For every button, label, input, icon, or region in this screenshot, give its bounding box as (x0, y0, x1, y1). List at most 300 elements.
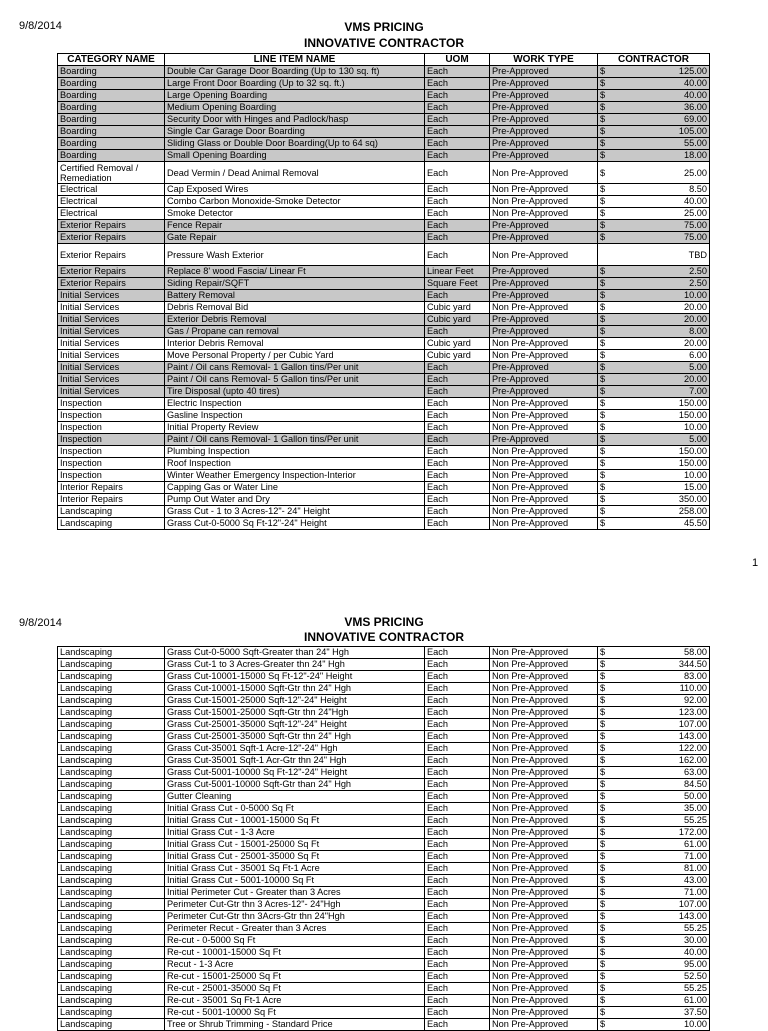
work-type-cell: Non Pre-Approved (490, 767, 598, 779)
amount-cell: 5.00 (620, 362, 710, 374)
col-header-contractor: CONTRACTOR (598, 54, 710, 66)
category-cell: Landscaping (58, 959, 165, 971)
amount-cell: 95.00 (620, 959, 710, 971)
category-cell: Landscaping (58, 779, 165, 791)
table-row (58, 911, 710, 923)
uom-cell: Each (425, 815, 490, 827)
currency-cell (598, 244, 620, 266)
uom-cell: Each (425, 446, 490, 458)
currency-cell: $ (598, 78, 620, 90)
table-row (58, 947, 710, 959)
table-row (58, 935, 710, 947)
line-item-cell: Perimeter Cut-Gtr thn 3Acrs-Gtr thn 24"Hgh (165, 911, 425, 923)
uom-cell: Each (425, 362, 490, 374)
currency-cell: $ (598, 314, 620, 326)
currency-cell: $ (598, 482, 620, 494)
amount-cell: 258.00 (620, 506, 710, 518)
work-type-cell: Non Pre-Approved (490, 707, 598, 719)
work-type-cell: Non Pre-Approved (490, 671, 598, 683)
table-row (58, 458, 710, 470)
table-row (58, 827, 710, 839)
table-row (58, 362, 710, 374)
work-type-cell: Pre-Approved (490, 434, 598, 446)
currency-cell: $ (598, 66, 620, 78)
work-type-cell: Pre-Approved (490, 90, 598, 102)
table-row (58, 755, 710, 767)
work-type-cell: Non Pre-Approved (490, 162, 598, 184)
uom-cell: Each (425, 731, 490, 743)
amount-cell: 75.00 (620, 220, 710, 232)
line-item-cell: Initial Property Review (165, 422, 425, 434)
currency-cell: $ (598, 779, 620, 791)
currency-cell: $ (598, 114, 620, 126)
table-row (58, 851, 710, 863)
uom-cell: Each (425, 743, 490, 755)
currency-cell: $ (598, 671, 620, 683)
line-item-cell: Initial Grass Cut - 35001 Sq Ft-1 Acre (165, 863, 425, 875)
col-header-line-item: LINE ITEM NAME (165, 54, 425, 66)
currency-cell: $ (598, 518, 620, 530)
line-item-cell: Grass Cut-15001-25000 Sqft-12"-24" Height (165, 695, 425, 707)
uom-cell: Each (425, 470, 490, 482)
line-item-cell: Interior Debris Removal (165, 338, 425, 350)
table-row (58, 779, 710, 791)
currency-cell: $ (598, 458, 620, 470)
category-cell: Landscaping (58, 815, 165, 827)
line-item-cell: Perimeter Cut-Gtr thn 3 Acres-12"- 24"Hgh (165, 899, 425, 911)
amount-cell: 110.00 (620, 683, 710, 695)
category-cell: Interior Repairs (58, 494, 165, 506)
table-row (58, 232, 710, 244)
line-item-cell: Single Car Garage Door Boarding (165, 126, 425, 138)
amount-cell: 25.00 (620, 162, 710, 184)
work-type-cell: Non Pre-Approved (490, 731, 598, 743)
uom-cell: Each (425, 78, 490, 90)
work-type-cell: Non Pre-Approved (490, 911, 598, 923)
work-type-cell: Pre-Approved (490, 290, 598, 302)
uom-cell: Each (425, 875, 490, 887)
currency-cell: $ (598, 923, 620, 935)
category-cell: Exterior Repairs (58, 266, 165, 278)
currency-cell: $ (598, 150, 620, 162)
line-item-cell: Tree or Shrub Trimming - Standard Price (165, 1019, 425, 1031)
work-type-cell: Non Pre-Approved (490, 899, 598, 911)
currency-cell: $ (598, 731, 620, 743)
uom-cell: Each (425, 90, 490, 102)
currency-cell: $ (598, 220, 620, 232)
table-row (58, 959, 710, 971)
amount-cell: 7.00 (620, 386, 710, 398)
category-cell: Electrical (58, 184, 165, 196)
line-item-cell: Medium Opening Boarding (165, 102, 425, 114)
work-type-cell: Non Pre-Approved (490, 1007, 598, 1019)
line-item-cell: Siding Repair/SQFT (165, 278, 425, 290)
work-type-cell: Non Pre-Approved (490, 494, 598, 506)
uom-cell: Each (425, 208, 490, 220)
uom-cell: Each (425, 398, 490, 410)
uom-cell: Each (425, 386, 490, 398)
line-item-cell: Gate Repair (165, 232, 425, 244)
line-item-cell: Smoke Detector (165, 208, 425, 220)
table-row (58, 494, 710, 506)
amount-cell: 71.00 (620, 887, 710, 899)
amount-cell: 35.00 (620, 803, 710, 815)
table-row (58, 114, 710, 126)
line-item-cell: Grass Cut-25001-35000 Sqft-Gtr thn 24" Hgh (165, 731, 425, 743)
line-item-cell: Double Car Garage Door Boarding (Up to 130 sq. ft) (165, 66, 425, 78)
currency-cell: $ (598, 803, 620, 815)
currency-cell: $ (598, 1007, 620, 1019)
currency-cell: $ (598, 827, 620, 839)
amount-cell: 84.50 (620, 779, 710, 791)
category-cell: Landscaping (58, 731, 165, 743)
table-row (58, 482, 710, 494)
currency-cell: $ (598, 266, 620, 278)
table-row (58, 78, 710, 90)
currency-cell: $ (598, 743, 620, 755)
line-item-cell: Pressure Wash Exterior (165, 244, 425, 266)
uom-cell: Each (425, 184, 490, 196)
work-type-cell: Non Pre-Approved (490, 410, 598, 422)
amount-cell: 350.00 (620, 494, 710, 506)
uom-cell: Each (425, 150, 490, 162)
table-row (58, 659, 710, 671)
work-type-cell: Pre-Approved (490, 362, 598, 374)
currency-cell: $ (598, 196, 620, 208)
table-row (58, 314, 710, 326)
line-item-cell: Winter Weather Emergency Inspection-Interior (165, 470, 425, 482)
category-cell: Landscaping (58, 518, 165, 530)
table-row (58, 126, 710, 138)
work-type-cell: Pre-Approved (490, 126, 598, 138)
table-row (58, 803, 710, 815)
table-row (58, 398, 710, 410)
work-type-cell: Pre-Approved (490, 266, 598, 278)
currency-cell: $ (598, 851, 620, 863)
uom-cell: Each (425, 899, 490, 911)
line-item-cell: Grass Cut-5001-10000 Sq Ft-12"-24" Height (165, 767, 425, 779)
amount-cell: 143.00 (620, 731, 710, 743)
currency-cell: $ (598, 863, 620, 875)
category-cell: Landscaping (58, 707, 165, 719)
category-cell: Initial Services (58, 374, 165, 386)
currency-cell: $ (598, 995, 620, 1007)
uom-cell: Each (425, 803, 490, 815)
table-row (58, 278, 710, 290)
uom-cell: Each (425, 232, 490, 244)
work-type-cell: Pre-Approved (490, 374, 598, 386)
uom-cell: Each (425, 422, 490, 434)
category-cell: Landscaping (58, 1007, 165, 1019)
amount-cell: 43.00 (620, 875, 710, 887)
uom-cell: Each (425, 839, 490, 851)
currency-cell: $ (598, 683, 620, 695)
table-row (58, 995, 710, 1007)
category-cell: Inspection (58, 422, 165, 434)
amount-cell: 81.00 (620, 863, 710, 875)
table-row (58, 683, 710, 695)
category-cell: Landscaping (58, 671, 165, 683)
table-row (58, 184, 710, 196)
work-type-cell: Non Pre-Approved (490, 839, 598, 851)
work-type-cell: Non Pre-Approved (490, 506, 598, 518)
category-cell: Exterior Repairs (58, 244, 165, 266)
line-item-cell: Grass Cut-25001-35000 Sqft-12"-24" Height (165, 719, 425, 731)
currency-cell: $ (598, 767, 620, 779)
work-type-cell: Non Pre-Approved (490, 398, 598, 410)
uom-cell: Each (425, 671, 490, 683)
currency-cell: $ (598, 90, 620, 102)
uom-cell: Each (425, 911, 490, 923)
category-cell: Landscaping (58, 659, 165, 671)
line-item-cell: Exterior Debris Removal (165, 314, 425, 326)
line-item-cell: Grass Cut-10001-15000 Sq Ft-12"-24" Height (165, 671, 425, 683)
uom-cell: Each (425, 659, 490, 671)
amount-cell: 123.00 (620, 707, 710, 719)
category-cell: Landscaping (58, 947, 165, 959)
table-row (58, 815, 710, 827)
amount-cell: 40.00 (620, 947, 710, 959)
currency-cell: $ (598, 162, 620, 184)
uom-cell: Each (425, 791, 490, 803)
work-type-cell: Non Pre-Approved (490, 815, 598, 827)
line-item-cell: Initial Grass Cut - 0-5000 Sq Ft (165, 803, 425, 815)
table-row (58, 647, 710, 659)
table-row (58, 791, 710, 803)
currency-cell: $ (598, 659, 620, 671)
uom-cell: Cubic yard (425, 302, 490, 314)
currency-cell: $ (598, 695, 620, 707)
amount-cell: 71.00 (620, 851, 710, 863)
currency-cell: $ (598, 755, 620, 767)
currency-cell: $ (598, 887, 620, 899)
uom-cell: Each (425, 947, 490, 959)
line-item-cell: Paint / Oil cans Removal- 5 Gallon tins/Per unit (165, 374, 425, 386)
amount-cell: 52.50 (620, 971, 710, 983)
uom-cell: Each (425, 138, 490, 150)
report-subtitle: INNOVATIVE CONTRACTOR (303, 36, 464, 50)
category-cell: Boarding (58, 102, 165, 114)
line-item-cell: Electric Inspection (165, 398, 425, 410)
work-type-cell: Non Pre-Approved (490, 743, 598, 755)
table-row (58, 887, 710, 899)
amount-cell: 58.00 (620, 647, 710, 659)
category-cell: Initial Services (58, 290, 165, 302)
amount-cell: 6.00 (620, 350, 710, 362)
uom-cell: Each (425, 126, 490, 138)
currency-cell: $ (598, 899, 620, 911)
table-row (58, 266, 710, 278)
line-item-cell: Re-cut - 0-5000 Sq Ft (165, 935, 425, 947)
table-row (58, 767, 710, 779)
uom-cell: Each (425, 434, 490, 446)
line-item-cell: Security Door with Hinges and Padlock/hasp (165, 114, 425, 126)
table-row (58, 1007, 710, 1019)
line-item-cell: Re-cut - 10001-15000 Sq Ft (165, 947, 425, 959)
line-item-cell: Dead Vermin / Dead Animal Removal (165, 162, 425, 184)
work-type-cell: Pre-Approved (490, 114, 598, 126)
category-cell: Landscaping (58, 1019, 165, 1031)
amount-cell: 69.00 (620, 114, 710, 126)
amount-cell: 107.00 (620, 899, 710, 911)
col-header-uom: UOM (425, 54, 490, 66)
category-cell: Landscaping (58, 923, 165, 935)
uom-cell: Each (425, 1007, 490, 1019)
uom-cell: Each (425, 767, 490, 779)
work-type-cell: Non Pre-Approved (490, 947, 598, 959)
category-cell: Boarding (58, 138, 165, 150)
currency-cell: $ (598, 290, 620, 302)
category-cell: Landscaping (58, 911, 165, 923)
category-cell: Inspection (58, 434, 165, 446)
work-type-cell: Pre-Approved (490, 102, 598, 114)
table-row (58, 446, 710, 458)
line-item-cell: Initial Grass Cut - 10001-15000 Sq Ft (165, 815, 425, 827)
uom-cell: Each (425, 290, 490, 302)
table-row (58, 506, 710, 518)
table-row (58, 374, 710, 386)
amount-cell: 40.00 (620, 196, 710, 208)
uom-cell: Each (425, 647, 490, 659)
uom-cell: Each (425, 827, 490, 839)
category-cell: Boarding (58, 114, 165, 126)
line-item-cell: Grass Cut-0-5000 Sq Ft-12"-24" Height (165, 518, 425, 530)
line-item-cell: Fence Repair (165, 220, 425, 232)
amount-cell: 18.00 (620, 150, 710, 162)
table-row (58, 208, 710, 220)
currency-cell: $ (598, 326, 620, 338)
line-item-cell: Grass Cut-5001-10000 Sqft-Gtr than 24" Hgh (165, 779, 425, 791)
work-type-cell: Non Pre-Approved (490, 827, 598, 839)
line-item-cell: Grass Cut-35001 Sqft-1 Acr-Gtr thn 24" Hgh (165, 755, 425, 767)
work-type-cell: Non Pre-Approved (490, 659, 598, 671)
amount-cell: 122.00 (620, 743, 710, 755)
table-row (58, 326, 710, 338)
category-cell: Certified Removal / Remediation (58, 162, 165, 184)
category-cell: Boarding (58, 78, 165, 90)
line-item-cell: Gas / Propane can removal (165, 326, 425, 338)
line-item-cell: Tire Disposal (upto 40 tires) (165, 386, 425, 398)
uom-cell: Each (425, 755, 490, 767)
line-item-cell: Grass Cut-10001-15000 Sqft-Gtr thn 24" Hgh (165, 683, 425, 695)
currency-cell: $ (598, 971, 620, 983)
currency-cell: $ (598, 911, 620, 923)
uom-cell: Each (425, 1019, 490, 1031)
currency-cell: $ (598, 815, 620, 827)
work-type-cell: Non Pre-Approved (490, 863, 598, 875)
uom-cell: Each (425, 779, 490, 791)
line-item-cell: Re-cut - 5001-10000 Sq Ft (165, 1007, 425, 1019)
amount-cell: 40.00 (620, 78, 710, 90)
line-item-cell: Re-cut - 15001-25000 Sq Ft (165, 971, 425, 983)
amount-cell: 125.00 (620, 66, 710, 78)
uom-cell: Each (425, 851, 490, 863)
work-type-cell: Pre-Approved (490, 326, 598, 338)
table-row (58, 220, 710, 232)
amount-cell: 2.50 (620, 266, 710, 278)
table-row (58, 743, 710, 755)
line-item-cell: Combo Carbon Monoxide-Smoke Detector (165, 196, 425, 208)
uom-cell: Each (425, 220, 490, 232)
amount-cell: 162.00 (620, 755, 710, 767)
line-item-cell: Initial Perimeter Cut - Greater than 3 Acres (165, 887, 425, 899)
line-item-cell: Sliding Glass or Double Door Boarding(Up to 64 sq) (165, 138, 425, 150)
category-cell: Landscaping (58, 791, 165, 803)
amount-cell: 5.00 (620, 434, 710, 446)
amount-cell: 61.00 (620, 995, 710, 1007)
table-row (58, 386, 710, 398)
currency-cell: $ (598, 446, 620, 458)
currency-cell: $ (598, 338, 620, 350)
currency-cell: $ (598, 302, 620, 314)
report-title: VMS PRICING (344, 615, 424, 629)
table-row (58, 66, 710, 78)
currency-cell: $ (598, 719, 620, 731)
line-item-cell: Grass Cut-0-5000 Sqft-Greater than 24" Hgh (165, 647, 425, 659)
amount-cell: 20.00 (620, 338, 710, 350)
work-type-cell: Pre-Approved (490, 78, 598, 90)
amount-cell: 75.00 (620, 232, 710, 244)
category-cell: Landscaping (58, 719, 165, 731)
category-cell: Landscaping (58, 803, 165, 815)
line-item-cell: Cap Exposed Wires (165, 184, 425, 196)
category-cell: Landscaping (58, 683, 165, 695)
work-type-cell: Non Pre-Approved (490, 184, 598, 196)
line-item-cell: Capping Gas or Water Line (165, 482, 425, 494)
uom-cell: Square Feet (425, 278, 490, 290)
work-type-cell: Non Pre-Approved (490, 995, 598, 1007)
work-type-cell: Non Pre-Approved (490, 803, 598, 815)
table-row (58, 983, 710, 995)
table-row (58, 518, 710, 530)
line-item-cell: Battery Removal (165, 290, 425, 302)
amount-cell: 107.00 (620, 719, 710, 731)
line-item-cell: Initial Grass Cut - 1-3 Acre (165, 827, 425, 839)
amount-cell: 20.00 (620, 302, 710, 314)
currency-cell: $ (598, 374, 620, 386)
col-header-category: CATEGORY NAME (58, 54, 165, 66)
currency-cell: $ (598, 983, 620, 995)
category-cell: Landscaping (58, 995, 165, 1007)
table-row (58, 695, 710, 707)
category-cell: Landscaping (58, 767, 165, 779)
uom-cell: Each (425, 506, 490, 518)
work-type-cell: Non Pre-Approved (490, 482, 598, 494)
line-item-cell: Grass Cut - 1 to 3 Acres-12"- 24" Height (165, 506, 425, 518)
category-cell: Initial Services (58, 302, 165, 314)
amount-cell: 50.00 (620, 791, 710, 803)
uom-cell: Each (425, 482, 490, 494)
line-item-cell: Paint / Oil cans Removal- 1 Gallon tins/Per unit (165, 434, 425, 446)
currency-cell: $ (598, 208, 620, 220)
table-row (58, 863, 710, 875)
amount-cell: 20.00 (620, 314, 710, 326)
pricing-table-page-1 (57, 53, 710, 530)
currency-cell: $ (598, 278, 620, 290)
category-cell: Landscaping (58, 506, 165, 518)
report-subtitle: INNOVATIVE CONTRACTOR (303, 630, 464, 644)
currency-cell: $ (598, 398, 620, 410)
line-item-cell: Debris Removal Bid (165, 302, 425, 314)
work-type-cell: Non Pre-Approved (490, 971, 598, 983)
amount-cell: 55.00 (620, 138, 710, 150)
table-row (58, 244, 710, 266)
category-cell: Landscaping (58, 935, 165, 947)
work-type-cell: Non Pre-Approved (490, 302, 598, 314)
currency-cell: $ (598, 791, 620, 803)
uom-cell: Each (425, 935, 490, 947)
table-row (58, 1019, 710, 1031)
